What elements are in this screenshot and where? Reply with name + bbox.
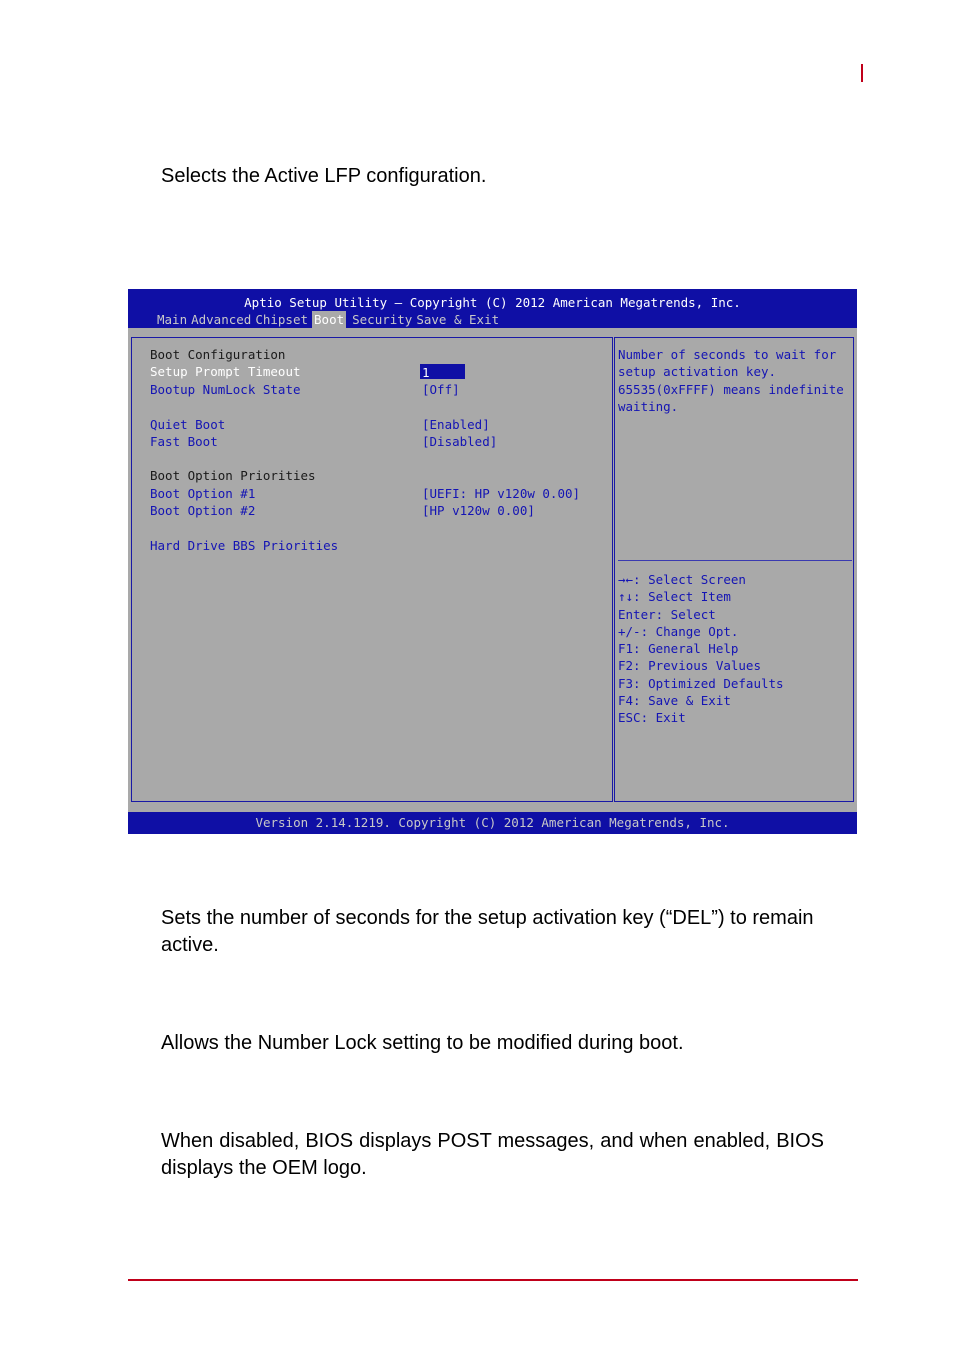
key-general-help: F1: General Help	[618, 641, 739, 657]
boot-option-1-label[interactable]: Boot Option #1	[150, 486, 256, 501]
help-line-4: waiting.	[618, 399, 679, 414]
fast-boot-value[interactable]: [Disabled]	[422, 434, 498, 449]
lfp-description: Selects the Active LFP configuration.	[161, 165, 487, 187]
key-enter-select: Enter: Select	[618, 606, 716, 622]
tab-security[interactable]: Security	[352, 312, 413, 327]
tab-main[interactable]: Main	[157, 312, 188, 327]
boot-option-1-value[interactable]: [UEFI: HP v120w 0.00]	[422, 486, 581, 501]
key-select-item: ↑↓: Select Item	[618, 589, 731, 605]
key-change-opt: +/-: Change Opt.	[618, 623, 739, 639]
help-line-2: setup activation key.	[618, 364, 777, 379]
footer-red-rule	[128, 1279, 858, 1281]
help-divider	[618, 560, 852, 561]
hard-drive-bbs-priorities-item[interactable]: Hard Drive BBS Priorities	[150, 538, 339, 553]
key-previous-values: F2: Previous Values	[618, 658, 761, 674]
setup-prompt-timeout-value[interactable]: 1	[420, 364, 465, 379]
boot-option-2-value[interactable]: [HP v120w 0.00]	[422, 503, 535, 518]
bios-title: Aptio Setup Utility – Copyright (C) 2012 American Megatrends, Inc.	[244, 295, 741, 310]
bootup-numlock-state-value[interactable]: [Off]	[422, 382, 460, 397]
key-esc-exit: ESC: Exit	[618, 710, 686, 726]
tab-advanced[interactable]: Advanced	[191, 312, 252, 327]
bootup-numlock-state-label[interactable]: Bootup NumLock State	[150, 382, 301, 397]
quiet-boot-value[interactable]: [Enabled]	[422, 417, 490, 432]
bios-tab-bar	[157, 311, 503, 328]
key-legend	[618, 571, 784, 727]
header-red-mark	[861, 64, 863, 82]
bios-version-text: Version 2.14.1219. Copyright (C) 2012 American Megatrends, Inc.	[255, 815, 730, 830]
fast-boot-label[interactable]: Fast Boot	[150, 434, 218, 449]
tab-boot[interactable]: Boot	[314, 312, 345, 327]
bios-header	[128, 289, 857, 328]
tab-save-exit[interactable]: Save & Exit	[416, 312, 500, 327]
setup-prompt-timeout-description: Sets the number of seconds for the setup activation key (“DEL”) to remain active.	[161, 907, 814, 956]
quiet-boot-description: When disabled, BIOS displays POST messages, and when enabled, BIOS displays the OEM logo.	[161, 1130, 824, 1179]
help-line-3: 65535(0xFFFF) means indefinite	[618, 382, 844, 397]
quiet-boot-label[interactable]: Quiet Boot	[150, 417, 226, 432]
boot-configuration-heading: Boot Configuration	[150, 347, 286, 362]
key-optimized-defaults: F3: Optimized Defaults	[618, 675, 784, 691]
help-line-1: Number of seconds to wait for	[618, 347, 837, 362]
numlock-description: Allows the Number Lock setting to be modified during boot.	[161, 1032, 684, 1054]
key-save-exit: F4: Save & Exit	[618, 693, 731, 709]
bios-screenshot	[128, 289, 857, 834]
boot-option-priorities-heading: Boot Option Priorities	[150, 468, 316, 483]
settings-panel	[131, 337, 613, 802]
key-select-screen: →←: Select Screen	[618, 572, 746, 587]
setup-prompt-timeout-label[interactable]: Setup Prompt Timeout	[150, 364, 301, 379]
boot-option-2-label[interactable]: Boot Option #2	[150, 503, 256, 518]
tab-chipset[interactable]: Chipset	[255, 312, 309, 327]
bios-footer	[128, 812, 857, 834]
